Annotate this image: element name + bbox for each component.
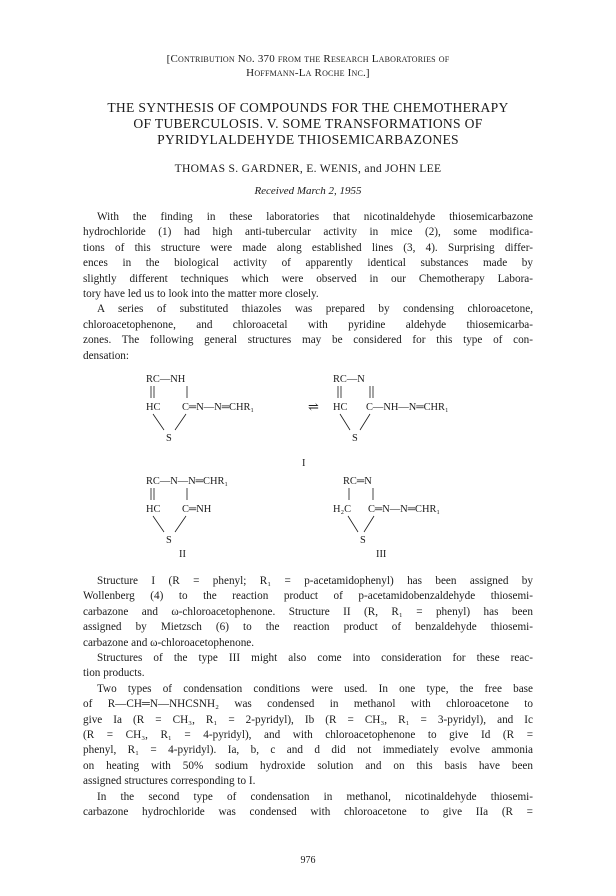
- text-line: carbazone and ω-chloroacetophenone. Structure II (R, R₁ = phenyl) has been: [83, 605, 533, 618]
- text-line: tion products.: [83, 667, 145, 680]
- atom-label: HC: [146, 504, 161, 515]
- text-line: ences in the biological activity of apparently identical substances made by: [83, 257, 533, 270]
- text-line: With the finding in these laboratories that nicotinaldehyde thiosemicarbazone: [97, 211, 533, 223]
- structure-label: III: [376, 549, 387, 560]
- text-line: hydrochloride (1) had high anti-tubercular activity in mice (2), some modifica-: [83, 226, 533, 239]
- atom-label: C═N—N═CHR₁: [368, 504, 441, 515]
- structure-I-right: [333, 374, 449, 444]
- text-line: Two types of condensation conditions were used. In one type, the free base: [97, 682, 533, 695]
- title-line-1: THE SYNTHESIS OF COMPOUNDS FOR THE CHEMOTHERAPY: [107, 100, 509, 115]
- text-line: assigned structures corresponding to I.: [83, 775, 256, 788]
- atom-label: RC═N: [343, 476, 372, 487]
- atom-label: S: [360, 535, 366, 546]
- atom-label: HC: [146, 402, 161, 413]
- text-line: zones. The following general structures may be considered for this type of con-: [83, 334, 533, 347]
- text-line: chloroacetophenone, and chloroacetal with pyridine aldehyde thiosemicarba-: [83, 318, 533, 331]
- page-number: 976: [300, 855, 316, 866]
- header-line-1: [Contribution No. 370 from the Research Laboratories of: [166, 53, 450, 65]
- text-line: Wollenberg (4) to the reaction product of p-acetamidobenzaldehyde thiosemi-: [83, 590, 533, 603]
- atom-label: HC: [333, 402, 348, 413]
- header-line-2: Hoffmann-La Roche Inc.]: [246, 67, 370, 79]
- structure-II: [146, 476, 228, 546]
- atom-label: RC—NH: [146, 374, 186, 385]
- structure-label: I: [302, 458, 306, 469]
- atom-label: C═NH: [182, 504, 212, 515]
- text-line: (R = CH₃, R₁ = 4-pyridyl), and with chloroacetophenone to give Id (R =: [83, 729, 533, 742]
- text-line: In the second type of condensation in methanol, nicotinaldehyde thiosemi-: [97, 790, 533, 803]
- text-line: tory have led us to look into the matter more closely.: [83, 288, 319, 301]
- text-line: slightly different techniques which were observed in our Chemotherapy Labora-: [83, 272, 533, 285]
- structure-III: [333, 476, 440, 546]
- atom-label: S: [166, 535, 172, 546]
- text-line: phenyl, R₁ = 4-pyridyl). Ia, b, c and d did not immediately evolve ammonia: [83, 744, 533, 757]
- text-line: on heating with 50% sodium hydroxide solution and on this basis have been: [83, 759, 533, 772]
- author-list: THOMAS S. GARDNER, E. WENIS, and JOHN LEE: [174, 162, 442, 175]
- text-line: tions of this structure were made along established lines (3, 4). Surprising differ-: [83, 241, 533, 254]
- body-text: [83, 574, 533, 821]
- received-date: Received March 2, 1955: [254, 185, 362, 197]
- atom-label: RC—N: [333, 374, 365, 385]
- text-line: give Ia (R = CH₃, R₁ = 2-pyridyl), Ib (R = CH₃, R₁ = 3-pyridyl), and Ic: [83, 713, 533, 726]
- text-line: carbazone and ω-chloroacetophenone.: [83, 636, 255, 649]
- atom-label: C—NH—N═CHR₁: [366, 402, 449, 413]
- text-line: carbazone hydrochloride was condensed with chloroacetone to give IIa (R =: [83, 806, 533, 819]
- atom-label: RC—N—N═CHR₁: [146, 476, 228, 487]
- atom-label: S: [352, 433, 358, 444]
- atom-label: H₂C: [333, 504, 352, 515]
- structure-I-left: [146, 374, 254, 444]
- equilibrium-arrow: ⇌: [308, 399, 319, 414]
- atom-label: S: [166, 433, 172, 444]
- text-line: Structures of the type III might also come into consideration for these reac-: [97, 652, 533, 665]
- title-line-2: OF TUBERCULOSIS. V. SOME TRANSFORMATIONS OF: [133, 116, 483, 131]
- title-line-3: PYRIDYLALDEHYDE THIOSEMICARBAZONES: [157, 132, 459, 147]
- text-line: densation:: [83, 349, 129, 362]
- text-line: of R—CH═N—NHCSNH₂ was condensed in methanol with chloroacetone to: [83, 698, 533, 711]
- text-line: A series of substituted thiazoles was prepared by condensing chloroacetone,: [97, 303, 533, 316]
- text-line: Structure I (R = phenyl; R₁ = p-acetamidophenyl) has been assigned by: [97, 575, 533, 587]
- atom-label: C═N—N═CHR₁: [182, 402, 255, 413]
- text-line: assigned by Mietzsch (6) to the reaction product of benzaldehyde thiosemi-: [83, 621, 533, 634]
- structure-label: II: [179, 549, 186, 560]
